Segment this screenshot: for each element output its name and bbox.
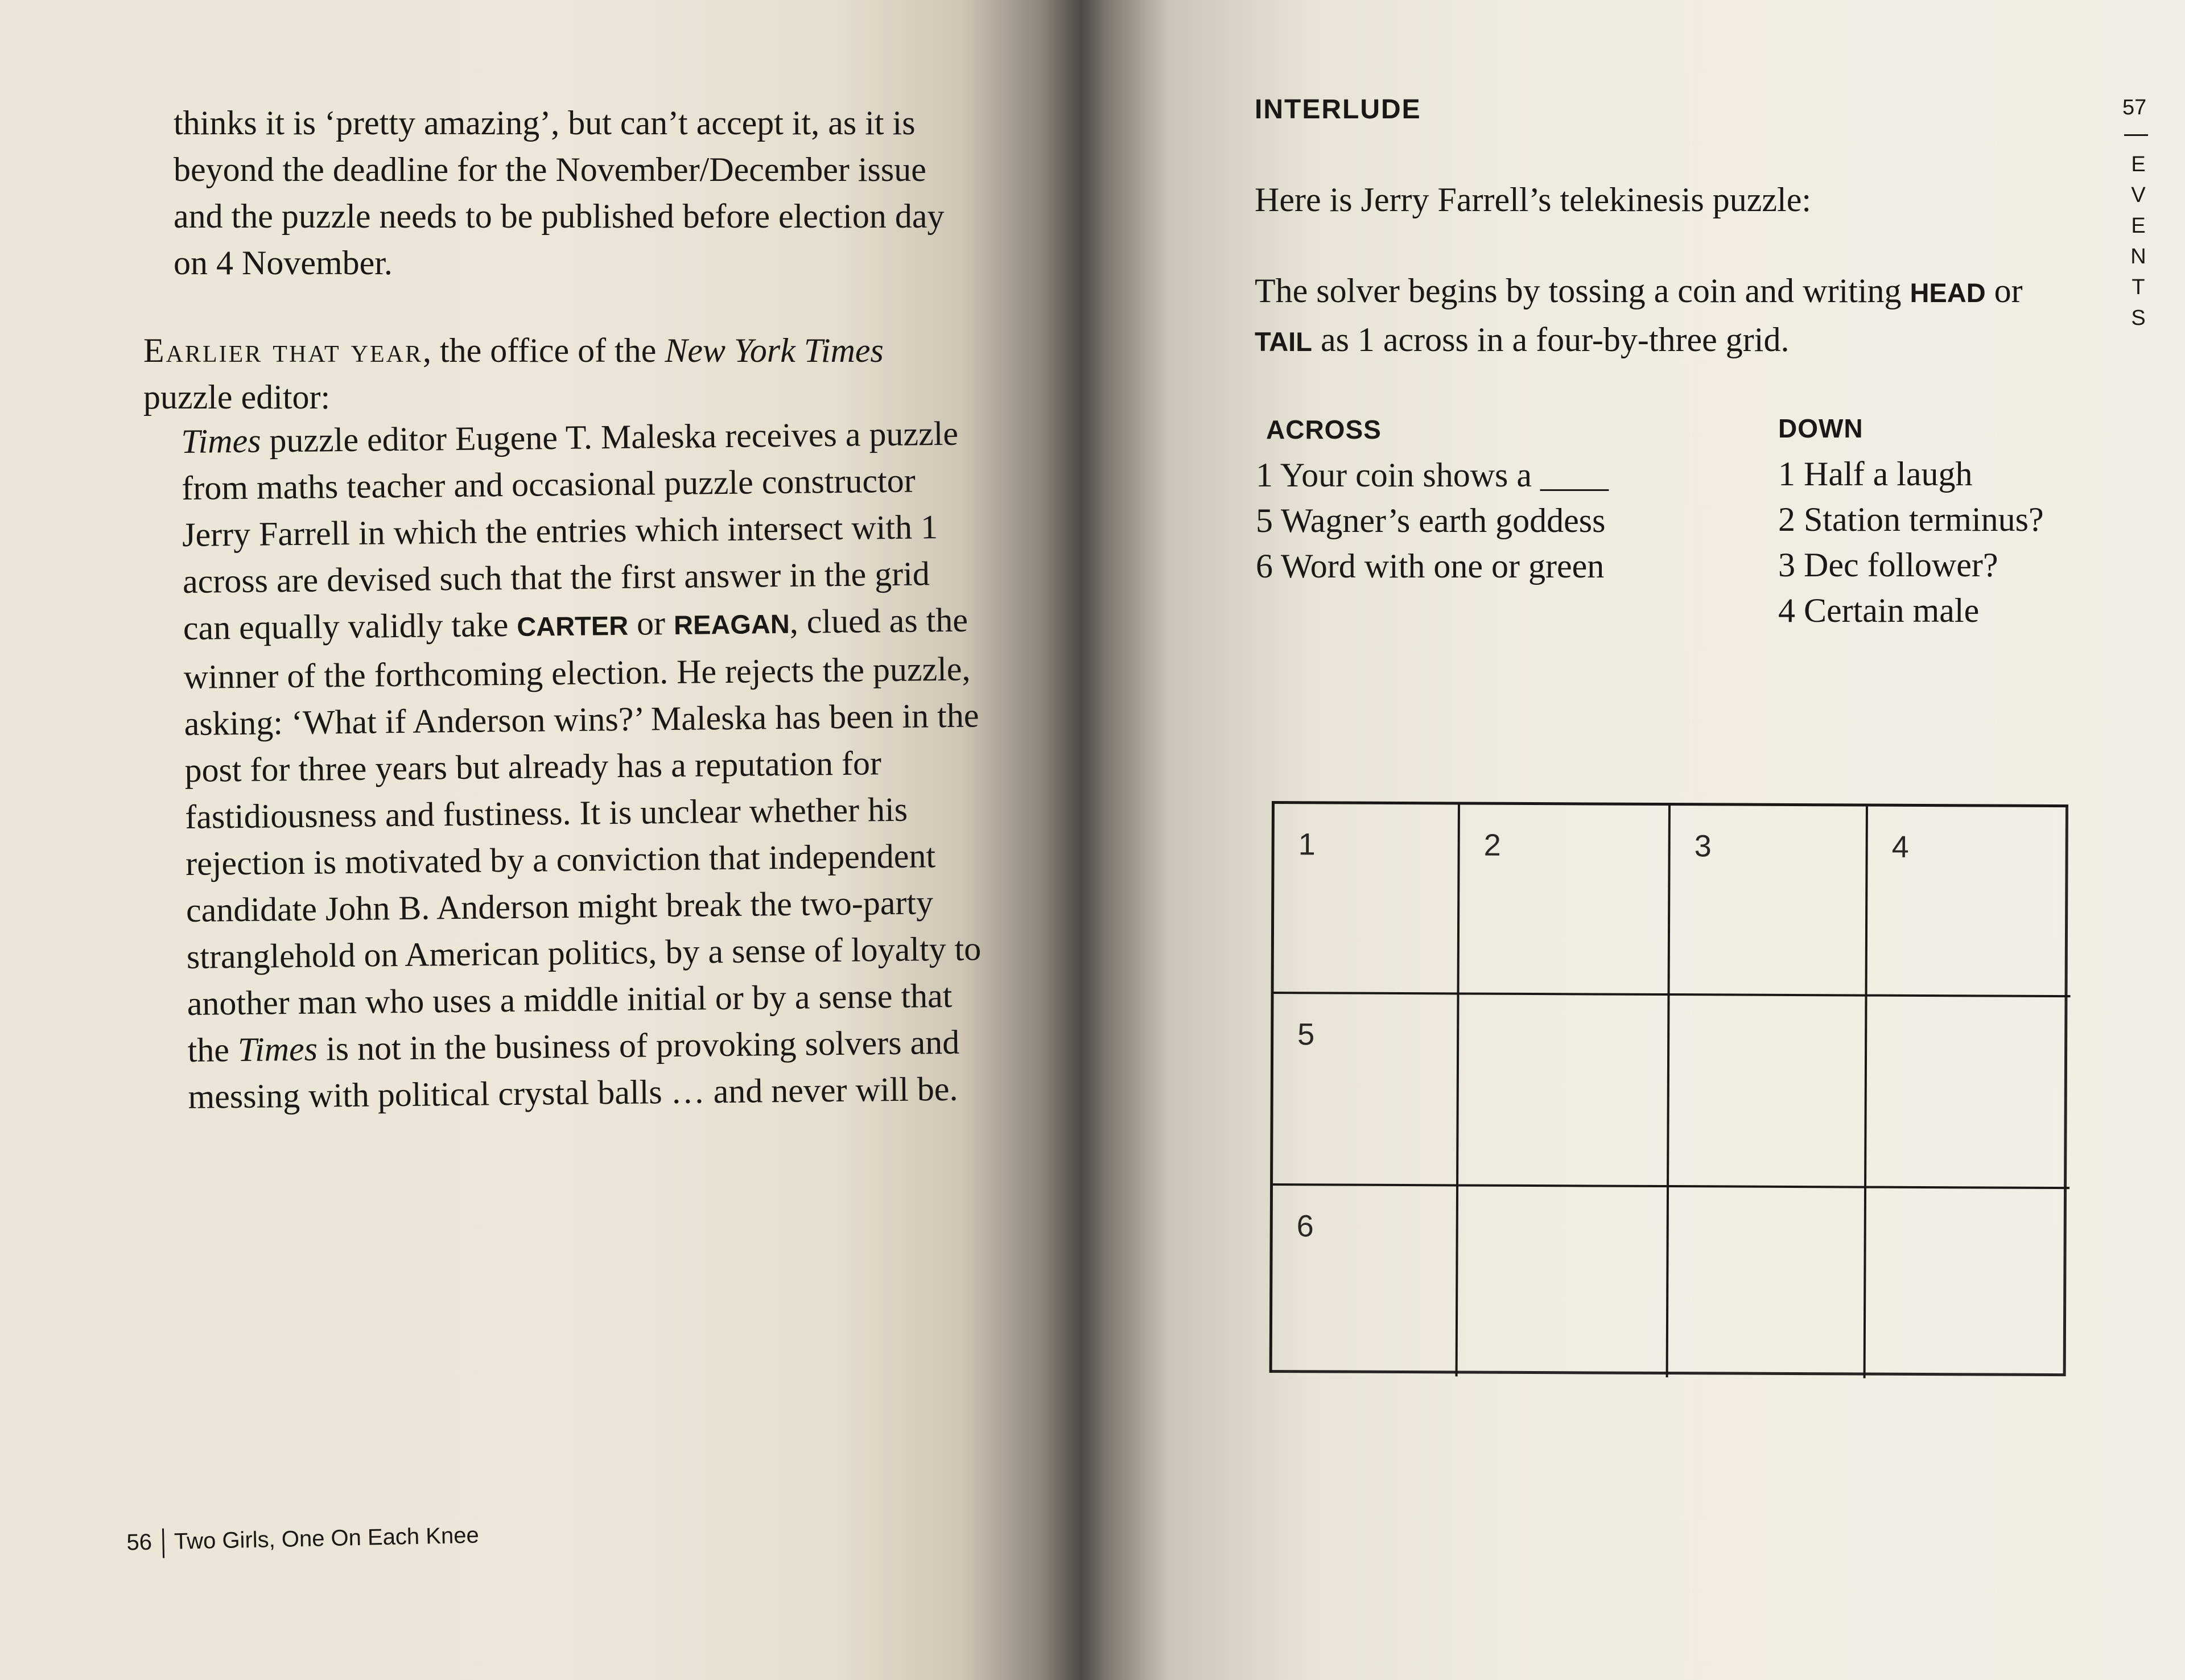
grid-cell: [1273, 994, 1459, 1186]
grid-cell: [1669, 996, 1867, 1188]
down-clue: 3 Dec follower?: [1778, 546, 1998, 584]
cell-number: 4: [1891, 829, 1909, 864]
across-clue: 5 Wagner’s earth goddess: [1256, 502, 1606, 539]
heading-text-before: , the office of the: [422, 332, 665, 369]
left-page-number: 56: [126, 1529, 152, 1555]
quote-part-3: is not in the business of provoking solvers and messing with political crystal balls … and never will be.: [188, 1023, 960, 1116]
crossword-grid: [1269, 801, 2068, 1376]
cell-number: 5: [1297, 1017, 1315, 1052]
across-clue: 1 Your coin shows a ____: [1256, 456, 1609, 494]
grid-cell: [1866, 997, 2070, 1190]
instruction-part-2: or: [1985, 272, 2023, 309]
across-clue: 6 Word with one or green: [1256, 547, 1605, 585]
section-title: INTERLUDE: [1255, 94, 1421, 125]
heading-publication: New York Times: [665, 332, 884, 369]
block-quote: [181, 410, 985, 1120]
grid-cell: [1668, 1187, 1866, 1378]
grid-cell: [1867, 807, 2071, 998]
heading-lead: Earlier that year: [143, 332, 423, 369]
across-clues: [1256, 412, 1700, 589]
down-clues: [1778, 411, 2148, 633]
quote-or: or: [628, 604, 674, 642]
down-clue: 1 Half a laugh: [1778, 455, 1973, 493]
left-footer: [126, 1522, 479, 1559]
instruction-part-1: The solver begins by tossing a coin and writing: [1255, 272, 1910, 309]
grid-cell: [1458, 994, 1669, 1187]
right-page-number: 57: [2122, 96, 2147, 119]
right-page: [1095, 0, 2185, 1680]
quote-word-reagan: REAGAN: [673, 608, 790, 640]
quote-italic-times: Times: [237, 1030, 318, 1069]
running-head-rule: [2124, 134, 2148, 136]
section-heading: [143, 327, 963, 420]
grid-cell: [1272, 1186, 1458, 1376]
book-title: Two Girls, One On Each Knee: [174, 1522, 480, 1554]
top-paragraph: thinks it is ‘pretty amazing’, but can’t accept it, as it is beyond the deadline for the November/December issue and the puzzle needs to be published before election day on 4 November.: [174, 104, 945, 282]
instruction-word-tail: TAIL: [1255, 327, 1312, 357]
footer-divider: [162, 1529, 164, 1558]
quote-word-carter: CARTER: [517, 610, 629, 642]
grid-cell: [1274, 804, 1460, 994]
quote-italic-start: Times: [181, 422, 261, 460]
grid-cell: [1866, 1188, 2069, 1380]
grid-cell: [1670, 806, 1868, 997]
quote-part-2: , clued as the winner of the forthcoming election. He rejects the puzzle, asking: ‘What if Anderson wins?’ Maleska has been in the post for three years but already has a reputation for fastidiousness and fustiness. It is unclear whether his rejection is motivated by a conviction that independent candidate John B. Anderson might break the two-party stranglehold on American politics, by a sense of loyalty to another man who uses a middle initial or by a sense that the: [183, 601, 982, 1069]
heading-text-after: puzzle editor:: [143, 378, 331, 416]
running-head-vertical: EVENTS: [2130, 152, 2146, 330]
down-clue: 2 Station terminus?: [1778, 501, 2044, 538]
cell-number: 3: [1694, 829, 1712, 864]
down-heading: DOWN: [1778, 414, 1864, 443]
instruction-text: [1255, 267, 2051, 365]
down-clue: 4 Certain male: [1778, 592, 1980, 629]
instruction-word-head: HEAD: [1910, 278, 1986, 308]
across-heading: ACROSS: [1266, 415, 1382, 444]
quote-part-1: puzzle editor Eugene T. Maleska receives a puzzle from maths teacher and occasional puzzle constructor Jerry Farrell in which the entries which intersect with 1 across are devised such that the first answer in the grid can equally validly take: [181, 414, 959, 647]
cell-number: 2: [1483, 828, 1501, 862]
cell-number: 1: [1298, 827, 1316, 862]
instruction-part-3: as 1 across in a four-by-three grid.: [1312, 321, 1790, 358]
cell-number: 6: [1296, 1209, 1314, 1244]
grid-cell: [1458, 1186, 1669, 1377]
grid-cell: [1460, 804, 1671, 996]
intro-text: Here is Jerry Farrell’s telekinesis puzzle:: [1255, 181, 1811, 218]
